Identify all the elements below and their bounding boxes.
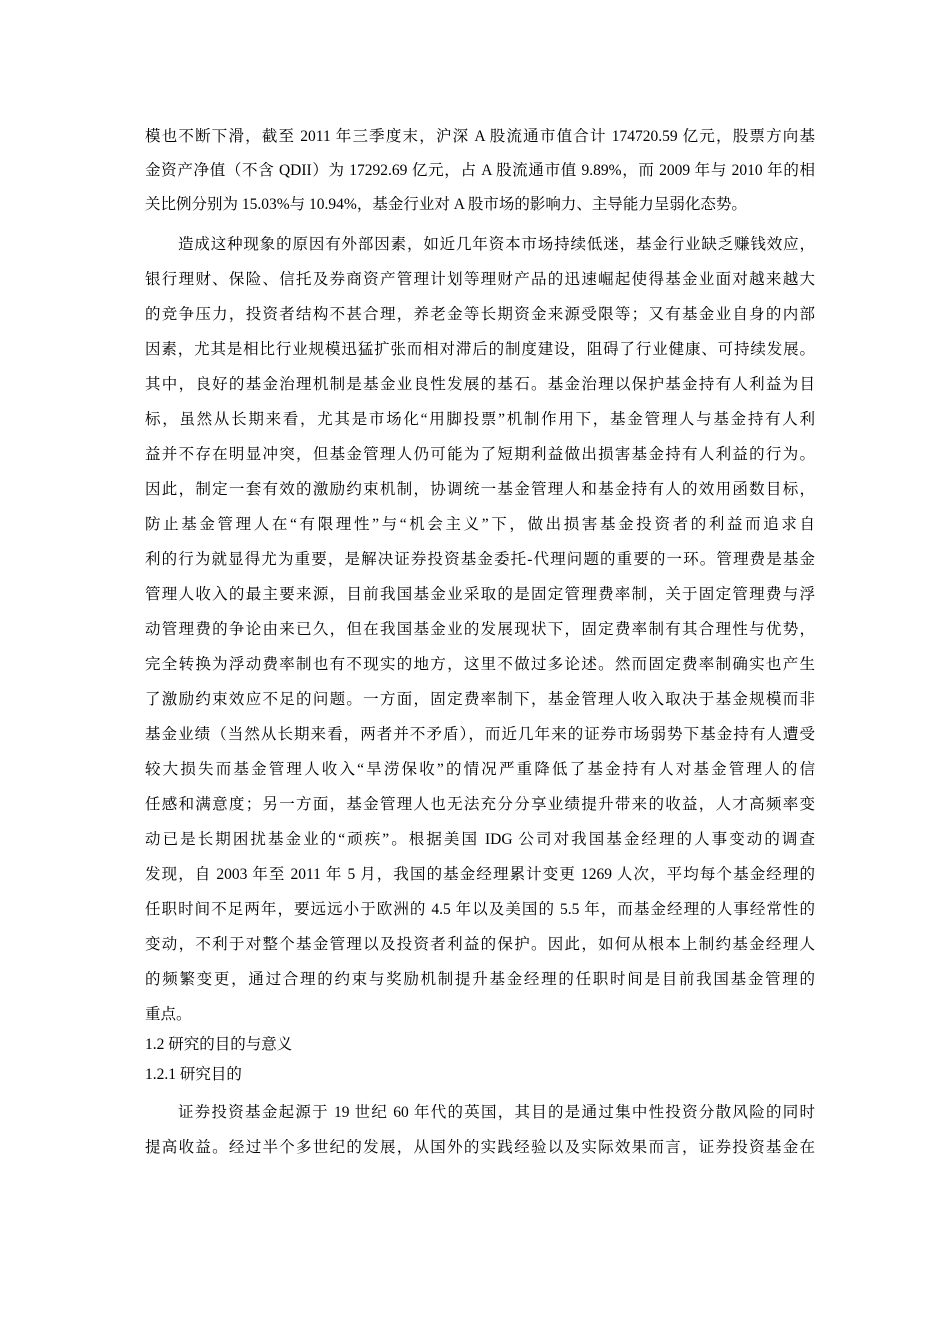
- paragraph-line: 的竞争压力，投资者结构不甚合理，养老金等长期资金来源受限等；又有基金业自身的内部: [145, 306, 815, 323]
- paragraph-line: 证券投资基金起源于 19 世纪 60 年代的英国，其目的是通过集中性投资分散风险的同时: [178, 1104, 815, 1121]
- paragraph-line: 发现，自 2003 年至 2011 年 5 月，我国的基金经理累计变更 1269 人次，平均每个基金经理的: [145, 866, 815, 883]
- paragraph-line: 的频繁变更，通过合理的约束与奖励机制提升基金经理的任职时间是目前我国基金管理的: [145, 971, 815, 988]
- paragraph-line: 任感和满意度；另一方面，基金管理人也无法充分分享业绩提升带来的收益，人才高频率变: [145, 796, 815, 813]
- paragraph-line: 银行理财、保险、信托及券商资产管理计划等理财产品的迅速崛起使得基金业面对越来越大: [145, 271, 815, 288]
- paragraph-line: 利的行为就显得尤为重要，是解决证券投资基金委托-代理问题的重要的一环。管理费是基金: [145, 551, 815, 568]
- paragraph-line: 因素，尤其是相比行业规模迅猛扩张而相对滞后的制度建设，阻碍了行业健康、可持续发展。: [145, 341, 815, 358]
- paragraph-line: 基金业绩（当然从长期来看，两者并不矛盾），而近几年来的证券市场弱势下基金持有人遭受: [145, 726, 815, 743]
- section-heading: 1.2 研究的目的与意义: [145, 1036, 293, 1053]
- paragraph-line: 防止基金管理人在“有限理性”与“机会主义”下，做出损害基金投资者的利益而追求自: [145, 516, 815, 533]
- paragraph-line: 模也不断下滑，截至 2011 年三季度末，沪深 A 股流通市值合计 174720.59 亿元，股票方向基: [145, 128, 815, 145]
- paragraph-line: 动已是长期困扰基金业的“顽疾”。根据美国 IDG 公司对我国基金经理的人事变动的调查: [145, 831, 815, 848]
- paragraph-line: 标，虽然从长期来看，尤其是市场化“用脚投票”机制作用下，基金管理人与基金持有人利: [145, 411, 815, 428]
- paragraph-line: 提高收益。经过半个多世纪的发展，从国外的实践经验以及实际效果而言，证券投资基金在: [145, 1139, 815, 1156]
- paragraph-line: 关比例分别为 15.03%与 10.94%，基金行业对 A 股市场的影响力、主导能力呈弱化态势。: [145, 196, 747, 213]
- paragraph-line: 因此，制定一套有效的激励约束机制，协调统一基金管理人和基金持有人的效用函数目标，: [145, 481, 815, 498]
- paragraph-line: 较大损失而基金管理人收入“旱涝保收”的情况严重降低了基金持有人对基金管理人的信: [145, 761, 815, 778]
- paragraph-line: 重点。: [145, 1006, 192, 1023]
- paragraph-line: 益并不存在明显冲突，但基金管理人仍可能为了短期利益做出损害基金持有人利益的行为。: [145, 446, 815, 463]
- paragraph-line: 其中，良好的基金治理机制是基金业良性发展的基石。基金治理以保护基金持有人利益为目: [145, 376, 815, 393]
- paragraph-line: 完全转换为浮动费率制也有不现实的地方，这里不做过多论述。然而固定费率制确实也产生: [145, 656, 815, 673]
- paragraph-line: 造成这种现象的原因有外部因素，如近几年资本市场持续低迷，基金行业缺乏赚钱效应，: [178, 236, 815, 253]
- paragraph-line: 任职时间不足两年，要远远小于欧洲的 4.5 年以及美国的 5.5 年，而基金经理的人事经常性的: [145, 901, 815, 918]
- paragraph-line: 管理人收入的最主要来源，目前我国基金业采取的是固定管理费率制，关于固定管理费与浮: [145, 586, 815, 603]
- paragraph-line: 金资产净值（不含 QDII）为 17292.69 亿元，占 A 股流通市值 9.89%，而 2009 年与 2010 年的相: [145, 162, 815, 179]
- paragraph-line: 动管理费的争论由来已久，但在我国基金业的发展现状下，固定费率制有其合理性与优势，: [145, 621, 815, 638]
- paragraph-line: 了激励约束效应不足的问题。一方面，固定费率制下，基金管理人收入取决于基金规模而非: [145, 691, 815, 708]
- paragraph-line: 变动，不利于对整个基金管理以及投资者利益的保护。因此，如何从根本上制约基金经理人: [145, 936, 815, 953]
- subsection-heading: 1.2.1 研究目的: [145, 1066, 242, 1083]
